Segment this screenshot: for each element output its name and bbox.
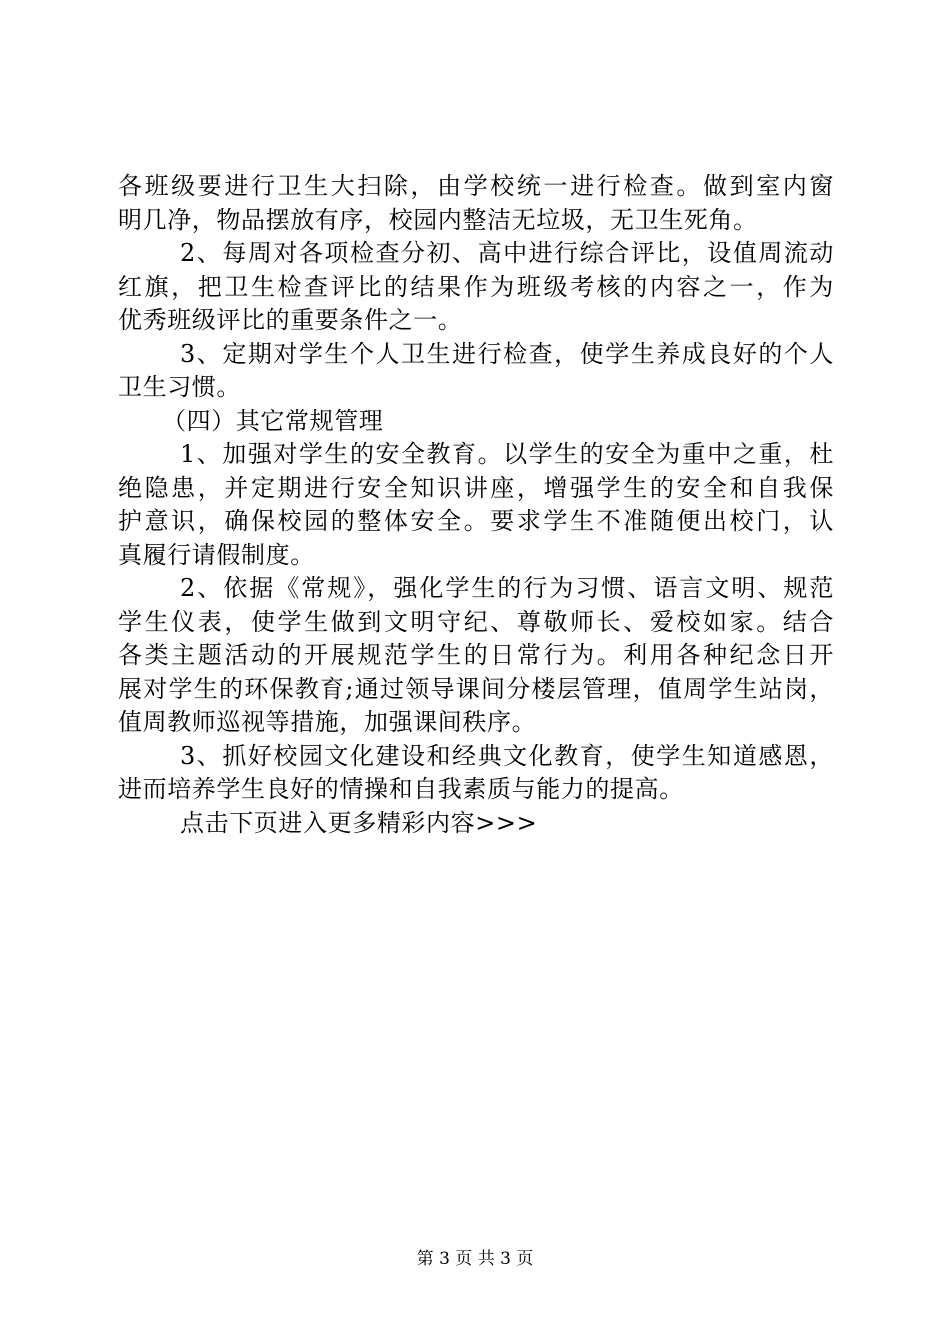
text-line: 明几净，物品摆放有序，校园内整洁无垃圾，无卫生死角。 <box>118 205 758 234</box>
text-line: 绝隐患，并定期进行安全知识讲座，增强学生的安全和自我保 <box>118 473 834 502</box>
text-line: 进而培养学生良好的情操和自我素质与能力的提高。 <box>118 775 684 803</box>
text-line: 卫生习惯。 <box>118 373 241 401</box>
text-line: 学生仪表，使学生做到文明守纪、尊敬师长、爱校如家。结合 <box>118 607 834 636</box>
next-page-link[interactable]: 点击下页进入更多精彩内容>>> <box>180 808 538 837</box>
text-line: 2、依据《常规》，强化学生的行为习惯、语言文明、规范 <box>180 574 834 602</box>
text-line: 3、抓好校园文化建设和经典文化教育，使学生知道感恩， <box>180 741 834 770</box>
page-number: 第 3 页 共 3 页 <box>416 1249 534 1269</box>
text-line: 1、加强对学生的安全教育。以学生的安全为重中之重，杜 <box>180 440 834 468</box>
text-line: 护意识，确保校园的整体安全。要求学生不准随便出校门，认 <box>118 507 834 535</box>
text-line: 各类主题活动的开展规范学生的日常行为。利用各种纪念日开 <box>118 641 834 669</box>
text-line: 真履行请假制度。 <box>118 540 315 569</box>
text-line: 红旗，把卫生检查评比的结果作为班级考核的内容之一，作为 <box>118 272 834 301</box>
text-line: 各班级要进行卫生大扫除，由学校统一进行检查。做到室内窗 <box>118 172 834 200</box>
document-body <box>118 170 834 840</box>
text-line: 值周教师巡视等措施，加强课间秩序。 <box>118 708 537 736</box>
text-line: 2、每周对各项检查分初、高中进行综合评比，设值周流动 <box>180 239 834 267</box>
text-line: 优秀班级评比的重要条件之一。 <box>118 306 463 334</box>
text-line: 展对学生的环保教育;通过领导课间分楼层管理，值周学生站岗， <box>118 674 834 703</box>
text-line: 3、定期对学生个人卫生进行检查，使学生养成良好的个人 <box>180 339 834 368</box>
section-heading: （四）其它常规管理 <box>162 406 384 435</box>
